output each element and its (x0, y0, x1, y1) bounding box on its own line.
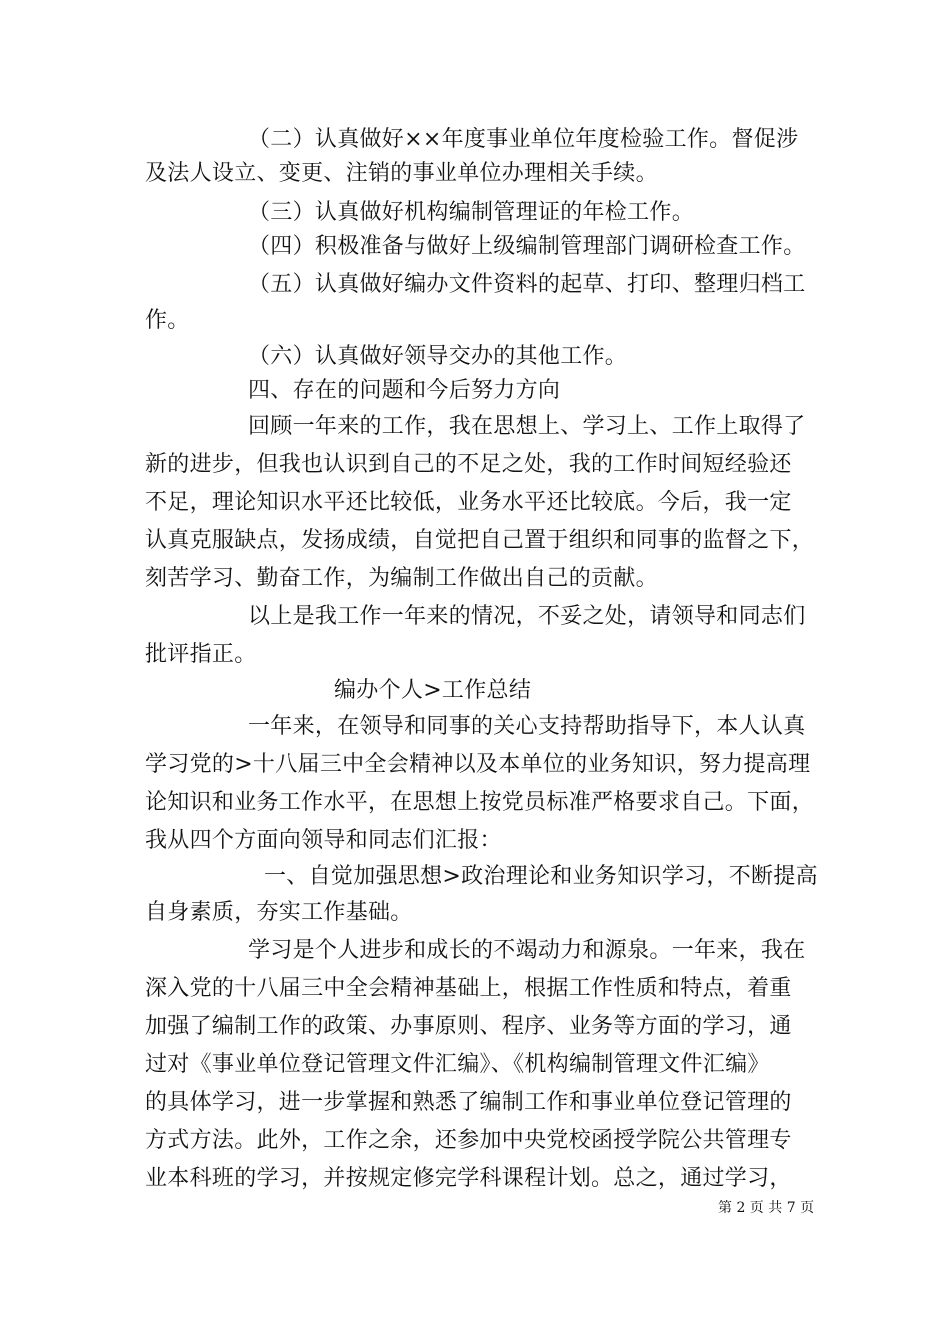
text-line: 作。 (145, 308, 190, 333)
text-line: （五）认真做好编办文件资料的起草、打印、整理归档工 (248, 272, 806, 297)
text-line: 学习是个人进步和成长的不竭动力和源泉。一年来，我在 (248, 938, 806, 963)
text-line: 自身素质，夯实工作基础。 (145, 900, 413, 925)
text-line: 业本科班的学习，并按规定修完学科课程计划。总之，通过学习， (145, 1166, 792, 1191)
text-line: 以上是我工作一年来的情况，不妥之处，请领导和同志们 (248, 604, 806, 629)
text-line: 过对《事业单位登记管理文件汇编》、《机构编制管理文件汇编》 (145, 1052, 770, 1077)
text-line: 论知识和业务工作水平，在思想上按党员标准严格要求自己。下面， (145, 790, 815, 815)
text-line: 的具体学习，进一步掌握和熟悉了编制工作和事业单位登记管理的 (145, 1090, 792, 1115)
text-line: 深入党的十八届三中全会精神基础上，根据工作性质和特点，着重 (145, 976, 792, 1001)
text-line: 批评指正。 (145, 642, 257, 667)
section-title: 编办个人>工作总结 (334, 678, 532, 703)
text-line: 一年来，在领导和同事的关心支持帮助指导下，本人认真 (248, 714, 806, 739)
text-line: 刻苦学习、勤奋工作，为编制工作做出自己的贡献。 (145, 566, 658, 591)
text-line: 学习党的>十八届三中全会精神以及本单位的业务知识，努力提高理 (145, 752, 811, 777)
text-line: （六）认真做好领导交办的其他工作。 (248, 344, 628, 369)
text-line: 不足，理论知识水平还比较低，业务水平还比较底。今后，我一定 (145, 490, 792, 515)
text-line: 认真克服缺点，发扬成绩，自觉把自己置于组织和同事的监督之下， (145, 528, 815, 553)
section-heading: 四、存在的问题和今后努力方向 (248, 378, 561, 403)
text-line: 加强了编制工作的政策、办事原则、程序、业务等方面的学习，通 (145, 1014, 792, 1039)
text-line: （四）积极准备与做好上级编制管理部门调研检查工作。 (248, 234, 806, 259)
text-line: 新的进步，但我也认识到自己的不足之处，我的工作时间短经验还 (145, 452, 792, 477)
text-line: 及法人设立、变更、注销的事业单位办理相关手续。 (145, 161, 658, 186)
text-line: （二）认真做好××年度事业单位年度检验工作。督促涉 (248, 127, 799, 152)
text-line: 回顾一年来的工作，我在思想上、学习上、工作上取得了 (248, 414, 806, 439)
section-heading: 一、自觉加强思想>政治理论和业务知识学习，不断提高 (264, 864, 818, 889)
page-number-footer: 第 2 页 共 7 页 (718, 1200, 815, 1216)
text-line: （三）认真做好机构编制管理证的年检工作。 (248, 200, 695, 225)
text-line: 我从四个方面向领导和同志们汇报： (145, 828, 502, 853)
text-line: 方式方法。此外，工作之余，还参加中央党校函授学院公共管理专 (145, 1128, 792, 1153)
